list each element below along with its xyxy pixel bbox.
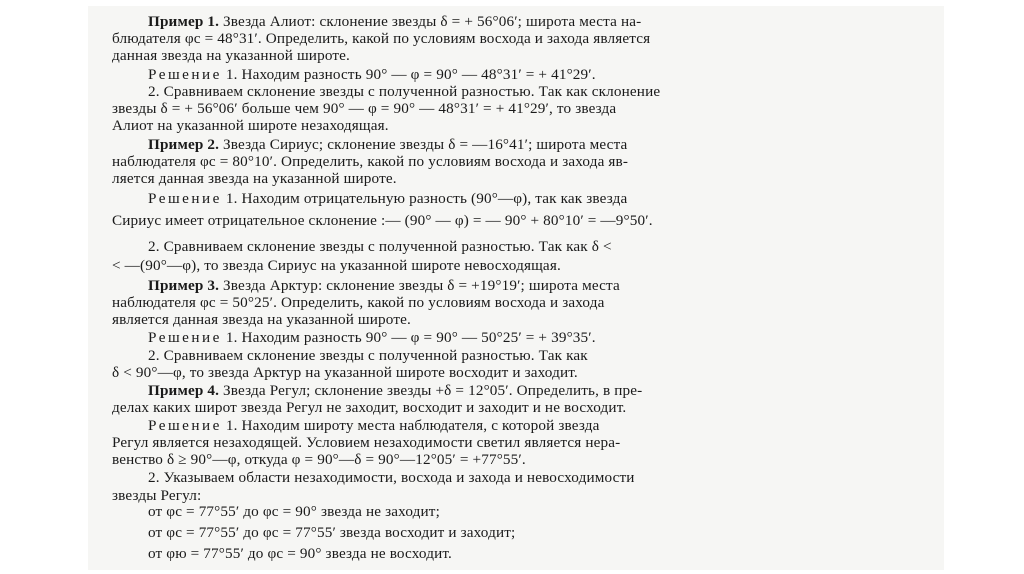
text-span: Звезда Сириус; склонение звезды δ = —16°41′; широта места [219,136,628,153]
text-line [148,238,612,256]
text-span: является данная звезда на указанной широте. [112,311,411,328]
example-heading: Пример 2. [148,136,220,153]
text-span: данная звезда на указанной широте. [112,47,350,64]
text-line [148,190,627,208]
example-heading: Пример 3. [148,277,220,294]
text-line [112,170,397,188]
solution-label: Решение [148,190,222,207]
text-span: Регул является незаходящей. Условием незаходимости светил является нера- [112,434,621,451]
text-span: делах каких широт звезда Регул не заходит, восходит и заходит и не восходит. [112,399,627,416]
text-span: ляется данная звезда на указанной широте. [112,170,397,187]
text-line [112,100,616,118]
text-span: 1. Находим широту места наблюдателя, с которой звезда [221,417,600,434]
example-heading: Пример 4. [148,382,220,399]
text-line [112,153,628,171]
text-span: наблюдателя φc = 80°10′. Определить, какой по условиям восхода и захода яв- [112,153,629,170]
solution-label: Решение [148,417,222,434]
document-page [88,6,944,570]
text-span: 1. Находим разность 90° — φ = 90° — 48°31′ = + 41°29′. [221,66,596,83]
text-line [148,417,599,435]
text-span: < —(90°—φ), то звезда Сириус на указанной широте невосходящая. [112,257,561,274]
text-span: от φc = 77°55′ до φc = 90° звезда не заходит; [148,503,440,520]
text-line [148,329,596,347]
text-line [148,66,596,84]
text-line [112,434,620,452]
text-span: звезды Регул: [112,487,202,504]
text-span: блюдателя φc = 48°31′. Определить, какой по условиям восхода и захода является [112,30,651,47]
text-span: Звезда Алиот: склонение звезды δ = + 56°06′; широта места на- [219,13,642,30]
text-line [148,382,642,400]
text-span: δ < 90°—φ, то звезда Арктур на указанной широте восходит и заходит. [112,364,578,381]
text-line [112,47,350,65]
text-span: Звезда Арктур: склонение звезды δ = +19°19′; широта места [219,277,620,294]
text-span: 2. Сравниваем склонение звезды с полученной разностью. Так как [148,347,588,364]
text-line [112,364,578,382]
solution-label: Решение [148,329,222,346]
text-span: Звезда Регул; склонение звезды +δ = 12°05′. Определить, в пре- [219,382,643,399]
text-line [148,277,620,295]
text-line [112,294,604,312]
example-heading: Пример 1. [148,13,220,30]
text-line [148,13,641,31]
text-span: 2. Сравниваем склонение звезды с полученной разностью. Так как δ < [148,238,612,255]
text-line [148,524,515,542]
text-span: 2. Сравниваем склонение звезды с полученной разностью. Так как склонение [148,83,661,100]
text-line [112,30,650,48]
text-line [148,545,452,563]
text-span: венство δ ≥ 90°—φ, откуда φ = 90°—δ = 90°—12°05′ = +77°55′. [112,451,526,468]
text-line [148,136,627,154]
text-line [112,451,526,469]
text-span: от φю = 77°55′ до φc = 90° звезда не восходит. [148,545,452,562]
text-line [112,212,653,230]
text-span: 1. Находим отрицательную разность (90°—φ), так как звезда [221,190,628,207]
text-span: Сириус имеет отрицательное склонение :— (90° — φ) = — 90° + 80°10′ = —9°50′. [112,212,653,229]
text-line [148,469,635,487]
text-span: от φc = 77°55′ до φc = 77°55′ звезда восходит и заходит; [148,524,516,541]
text-span: 2. Указываем области незаходимости, восхода и захода и невосходимости [148,469,635,486]
text-line [112,311,411,329]
text-span: звезды δ = + 56°06′ больше чем 90° — φ = 90° — 48°31′ = + 41°29′, то звезда [112,100,617,117]
text-span: наблюдателя φc = 50°25′. Определить, какой по условиям восхода и захода [112,294,605,311]
text-line [148,83,660,101]
text-span: Алиот на указанной широте незаходящая. [112,117,389,134]
text-line [112,399,626,417]
text-span: 1. Находим разность 90° — φ = 90° — 50°25′ = + 39°35′. [221,329,596,346]
text-line [112,257,561,275]
text-line [112,117,389,135]
text-line [148,347,588,365]
text-line [148,503,440,521]
solution-label: Решение [148,66,222,83]
